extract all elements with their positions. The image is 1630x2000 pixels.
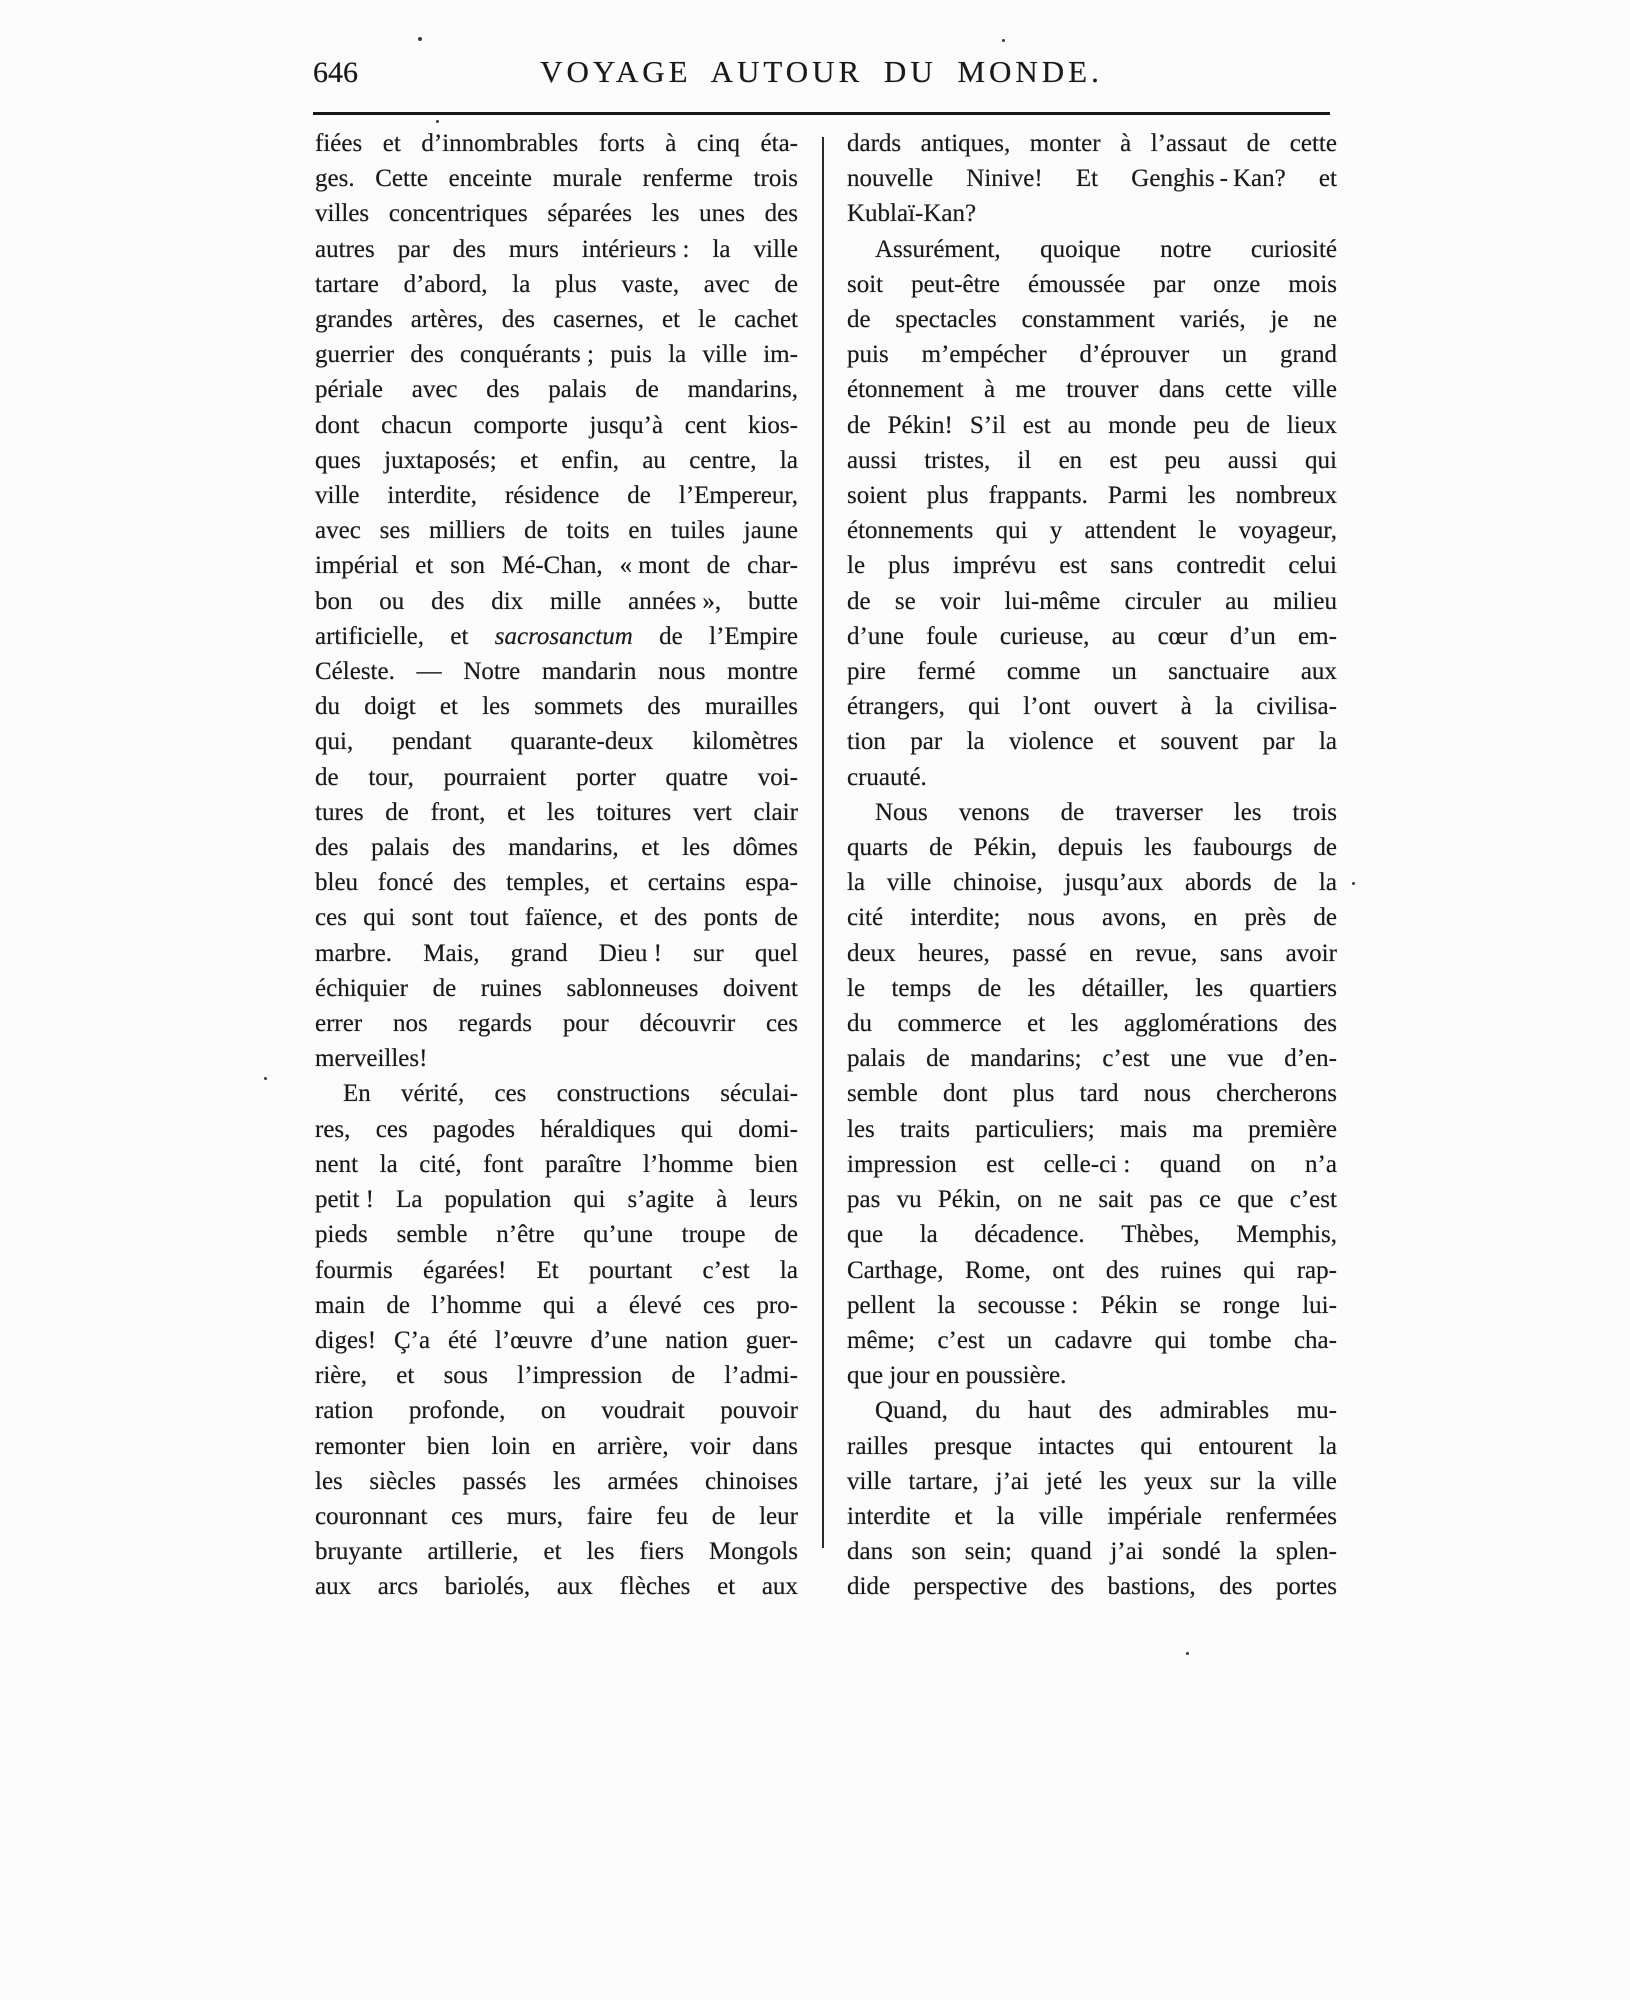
text-line: soient plus frappants. Parmi les nombreux xyxy=(847,482,1337,510)
text-line: du commerce et les agglomérations des xyxy=(847,1010,1337,1038)
text-line: que jour en poussière. xyxy=(847,1362,1067,1390)
text-line: Carthage, Rome, ont des ruines qui rap- xyxy=(847,1256,1337,1284)
text-line: impression est celle-ci : quand on n’a xyxy=(847,1150,1337,1178)
text-line: marbre. Mais, grand Dieu ! sur quel xyxy=(315,939,798,967)
text-line: pieds semble n’être qu’une troupe de xyxy=(315,1221,798,1249)
text-line: pas vu Pékin, on ne sait pas ce que c’est xyxy=(847,1186,1337,1214)
right-column-text xyxy=(847,126,1337,1605)
text-line: bon ou des dix mille années », butte xyxy=(315,587,798,615)
text-line: deux heures, passé en revue, sans avoir xyxy=(847,939,1337,967)
text-line: qui, pendant quarante-deux kilomètres xyxy=(315,728,798,756)
text-line: Kublaï-Kan? xyxy=(847,200,977,228)
ink-speck xyxy=(1002,39,1005,42)
left-column-text xyxy=(315,126,798,1605)
text-line: res, ces pagodes héraldiques qui domi- xyxy=(315,1115,798,1143)
text-line: dide perspective des bastions, des portes xyxy=(847,1573,1337,1601)
text-line: pire fermé comme un sanctuaire aux xyxy=(847,658,1337,686)
text-line: dards antiques, monter à l’assaut de cette xyxy=(847,130,1337,157)
ink-speck xyxy=(264,1077,267,1080)
text-line: grandes artères, des casernes, et le cachet xyxy=(315,306,798,334)
text-line: de se voir lui-même circuler au milieu xyxy=(847,587,1337,615)
text-line: étonnement à me trouver dans cette ville xyxy=(847,376,1337,404)
text-line: des palais des mandarins, et les dômes xyxy=(315,834,798,862)
text-line: ges. Cette enceinte murale renferme trois xyxy=(315,165,798,193)
text-line: échiquier de ruines sablonneuses doivent xyxy=(315,974,798,1002)
text-line: soit peut-être émoussée par onze mois xyxy=(847,270,1337,298)
text-line: interdite et la ville impériale renfermées xyxy=(847,1502,1337,1530)
text-line: que la décadence. Thèbes, Memphis, xyxy=(847,1221,1337,1249)
text-line: fiées et d’innombrables forts à cinq éta- xyxy=(315,130,798,157)
text-line: aussi tristes, il en est peu aussi qui xyxy=(847,446,1337,474)
text-line: ville interdite, résidence de l’Empereur, xyxy=(315,482,798,510)
ink-speck xyxy=(436,120,439,123)
text-line: aux arcs bariolés, aux flèches et aux xyxy=(315,1573,798,1601)
text-line: dont chacun comporte jusqu’à cent kios- xyxy=(315,411,798,439)
text-line: main de l’homme qui a élevé ces pro- xyxy=(315,1291,798,1319)
text-line: impérial et son Mé-Chan, « mont de char- xyxy=(315,552,798,580)
text-line: puis m’empécher d’éprouver un grand xyxy=(847,341,1337,369)
text-line: Assurément, quoique notre curiosité xyxy=(875,235,1337,263)
text-line: Quand, du haut des admirables mu- xyxy=(875,1397,1337,1425)
text-line: ration profonde, on voudrait pouvoir xyxy=(315,1397,798,1425)
text-line: étrangers, qui l’ont ouvert à la civilisa- xyxy=(847,693,1337,721)
page-number: 646 xyxy=(313,56,358,89)
text-line: dans son sein; quand j’ai sondé la splen- xyxy=(847,1538,1337,1566)
text-line: cruauté. xyxy=(847,763,927,791)
text-line: la ville chinoise, jusqu’aux abords de la xyxy=(847,869,1337,897)
text-line: nouvelle Ninive! Et Genghis - Kan? et xyxy=(847,165,1337,193)
text-line: tartare d’abord, la plus vaste, avec de xyxy=(315,270,798,298)
text-line: de tour, pourraient porter quatre voi- xyxy=(315,763,798,791)
text-line: couronnant ces murs, faire feu de leur xyxy=(315,1502,798,1530)
text-line: palais de mandarins; c’est une vue d’en- xyxy=(847,1045,1337,1073)
text-line: diges! Ç’a été l’œuvre d’une nation guer- xyxy=(315,1326,798,1354)
text-line: bruyante artillerie, et les fiers Mongols xyxy=(315,1538,798,1566)
text-line: tion par la violence et souvent par la xyxy=(847,728,1337,756)
ink-speck xyxy=(418,37,422,41)
text-line: remonter bien loin en arrière, voir dans xyxy=(315,1432,798,1460)
text-line: autres par des murs intérieurs : la ville xyxy=(315,235,798,263)
text-line: de Pékin! S’il est au monde peu de lieux xyxy=(847,411,1337,439)
text-line: bleu foncé des temples, et certains espa- xyxy=(315,869,798,897)
text-line: railles presque intactes qui entourent la xyxy=(847,1432,1337,1460)
text-line: fourmis égarées! Et pourtant c’est la xyxy=(315,1256,798,1284)
text-line: le plus imprévu est sans contredit celui xyxy=(847,552,1337,580)
column-divider xyxy=(822,137,824,1548)
text-line: En vérité, ces constructions séculai- xyxy=(343,1080,798,1108)
text-line: guerrier des conquérants ; puis la ville im- xyxy=(315,341,798,369)
text-line: rière, et sous l’impression de l’admi- xyxy=(315,1362,798,1390)
text-line: ville tartare, j’ai jeté les yeux sur la ville xyxy=(847,1467,1337,1495)
text-line: les traits particuliers; mais ma première xyxy=(847,1115,1337,1143)
text-line: d’une foule curieuse, au cœur d’un em- xyxy=(847,622,1337,650)
text-line: même; c’est un cadavre qui tombe cha- xyxy=(847,1326,1337,1354)
text-line: Céleste. — Notre mandarin nous montre xyxy=(315,658,798,686)
text-line: semble dont plus tard nous chercherons xyxy=(847,1080,1337,1108)
text-line: pellent la secousse : Pékin se ronge lui- xyxy=(847,1291,1337,1319)
text-line: cité interdite; nous avons, en près de xyxy=(847,904,1337,932)
text-line: errer nos regards pour découvrir ces xyxy=(315,1010,798,1038)
text-line: du doigt et les sommets des murailles xyxy=(315,693,798,721)
running-title: VOYAGE AUTOUR DU MONDE. xyxy=(540,54,1103,89)
text-line: ques juxtaposés; et enfin, au centre, la xyxy=(315,446,798,474)
text-line: de spectacles constamment variés, je ne xyxy=(847,306,1337,334)
text-line: ces qui sont tout faïence, et des ponts de xyxy=(315,904,798,932)
text-line: petit ! La population qui s’agite à leurs xyxy=(315,1186,798,1214)
text-line: les siècles passés les armées chinoises xyxy=(315,1467,798,1495)
text-line: avec ses milliers de toits en tuiles jaune xyxy=(315,517,798,545)
text-line: tures de front, et les toitures vert clair xyxy=(315,798,798,826)
text-line: artificielle, et sacrosanctum de l’Empire xyxy=(315,622,798,650)
text-line: villes concentriques séparées les unes des xyxy=(315,200,798,228)
ink-speck xyxy=(1186,1652,1189,1655)
ink-speck xyxy=(1352,882,1355,885)
text-line: nent la cité, font paraître l’homme bien xyxy=(315,1150,798,1178)
text-line: Nous venons de traverser les trois xyxy=(875,798,1337,826)
text-line: périale avec des palais de mandarins, xyxy=(315,376,798,404)
text-line: le temps de les détailler, les quartiers xyxy=(847,974,1337,1002)
text-line: étonnements qui y attendent le voyageur, xyxy=(847,517,1337,545)
header-rule xyxy=(313,112,1330,115)
text-line: merveilles! xyxy=(315,1045,428,1073)
text-line: quarts de Pékin, depuis les faubourgs de xyxy=(847,834,1337,862)
